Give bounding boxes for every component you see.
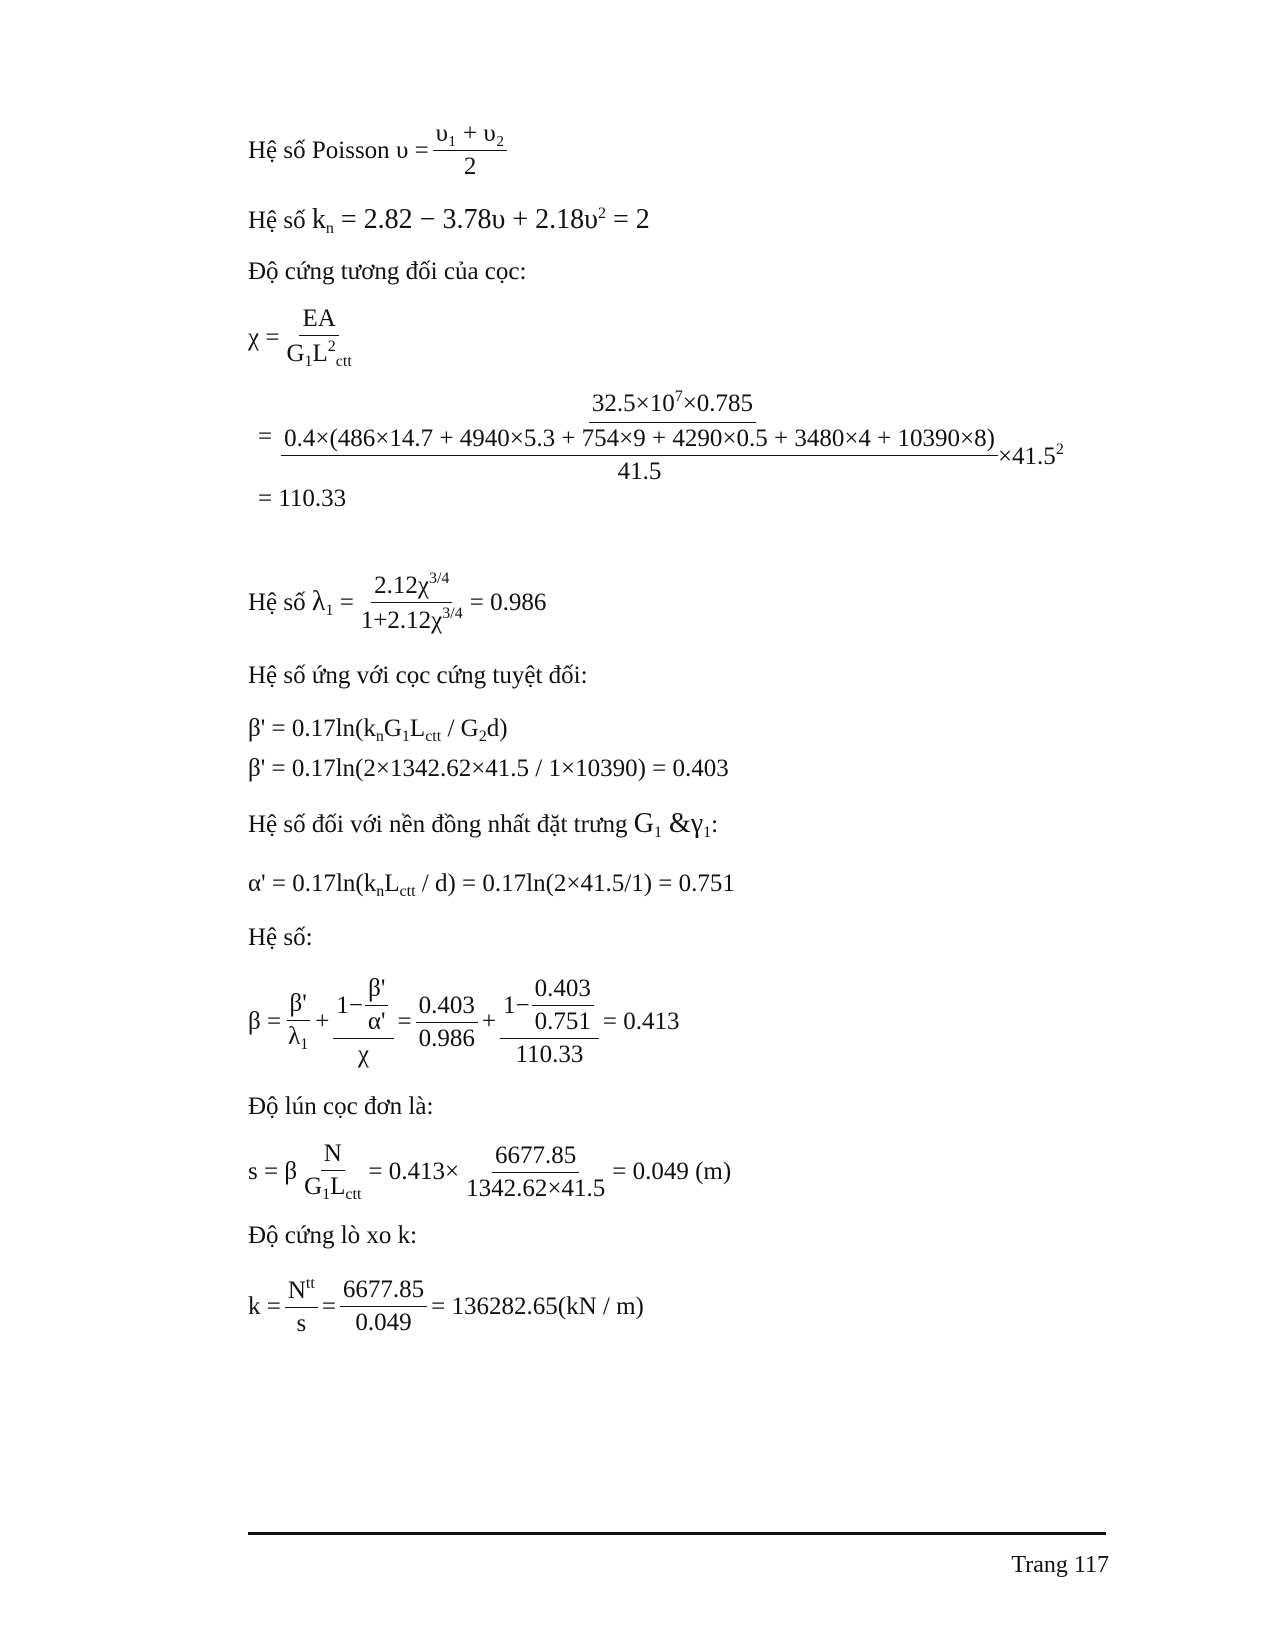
poisson-den: 2 <box>463 153 477 180</box>
alpha-a: α' = 0.17ln(k <box>248 870 377 897</box>
chi-num2-exp: 7 <box>674 388 683 405</box>
chi-substitution <box>258 388 1071 486</box>
settlement-f1: $\frac{N}{G_1L_{ctt}}$ <box>304 1140 362 1203</box>
chi-lhs: χ = <box>248 324 280 351</box>
settlement-mid: = 0.413× <box>368 1158 460 1185</box>
chi-den-sub: ctt <box>335 353 352 370</box>
homog-amp: &γ <box>668 808 704 839</box>
spring-f2 <box>340 1276 427 1337</box>
beta-v2-den: 110.33 <box>515 1041 584 1068</box>
chi-fraction: $\frac{EA}{G_1L^2_{ctt}}$ <box>286 305 352 370</box>
spring-num-sup: tt <box>305 1275 315 1292</box>
beta-one-minus: 1− <box>336 991 363 1019</box>
bp-a: β' = 0.17ln(k <box>248 715 376 742</box>
spring-formula <box>248 1275 644 1338</box>
chi-eq: = <box>258 423 273 450</box>
spring-heading: Độ cứng lò xo k: <box>248 1222 418 1249</box>
homog-text: Hệ số đối với nền đồng nhất đặt trưng <box>248 811 628 838</box>
lambda-exp: 3/4 <box>428 570 450 587</box>
spring-num: N <box>287 1277 306 1304</box>
beta-eq: = <box>397 1008 412 1035</box>
kn-label: Hệ số <box>248 207 306 234</box>
chi-num: EA <box>299 305 338 336</box>
lambda-result: = 0.986 <box>469 588 547 616</box>
kn-formula: Hệ số $k_n = 2.82 - 3.78\upsilon + 2.18\upsilon^2 = 2$ <box>248 204 650 237</box>
lambda-formula: Hệ số $\lambda_1$ = $\frac{2.12\chi^{3/4}}{1+2.12\chi^{3/4}}$ = 0.986 <box>248 570 547 634</box>
beta-v2-num <box>500 975 599 1039</box>
spring-f1 <box>285 1275 318 1338</box>
spring-num2: 6677.85 <box>340 1276 427 1307</box>
spring-result: = 136282.65(kN / m) <box>431 1292 644 1320</box>
beta-f1-den: λ <box>288 1023 301 1050</box>
beta-v2 <box>500 975 599 1069</box>
poisson-num: υ₁ + υ₂ <box>433 120 508 151</box>
chi-big-fraction <box>278 388 1067 486</box>
chi-big-num <box>589 388 756 423</box>
bp-d: / G <box>441 715 479 742</box>
beta-f1: $\frac{\beta'}{\lambda_1}$ <box>288 990 309 1053</box>
beta-plus-1: + <box>315 1008 330 1035</box>
bp-c: L <box>409 715 426 742</box>
settlement-den-b: L <box>330 1173 346 1200</box>
settlement-result: = 0.049 (m) <box>612 1158 732 1185</box>
chi-num2: 32.5×10 <box>591 390 675 417</box>
lambda-num: 2.12χ <box>374 572 429 599</box>
spring-lhs: k = <box>248 1292 281 1320</box>
settlement-den-a: G <box>304 1173 323 1200</box>
spring-den2: 0.049 <box>355 1309 412 1336</box>
chi-den-b: L <box>312 340 328 367</box>
chi-inner-fraction <box>281 425 998 486</box>
kn-sub: n <box>325 220 334 237</box>
settlement-den2: 1342.62×41.5 <box>466 1174 606 1202</box>
alpha-b: L <box>384 870 400 897</box>
alpha-formula: $\alpha' = 0.17\ln(k_nL_{ctt} / d) = 0.17\ln(2\times 41.5/1) = 0.751$ <box>248 870 735 900</box>
homogeneous-heading: Hệ số đối với nền đồng nhất đặt trưng $G_1$ $\&\gamma_1$: <box>248 808 719 841</box>
kn-expr-b: = 2 <box>613 204 650 235</box>
settlement-den-sub: ctt <box>345 1186 362 1203</box>
beta-v2-one-minus: 1− <box>503 991 530 1019</box>
absolute-rigid-heading: Hệ số ứng với cọc cứng tuyệt đối: <box>248 662 588 689</box>
spring-eq: = <box>321 1292 336 1320</box>
lambda-var: λ <box>311 585 326 617</box>
chi-definition <box>248 305 359 371</box>
beta-v1-den: 0.986 <box>418 1024 475 1052</box>
relative-stiffness-heading: Độ cứng tương đối của cọc: <box>248 258 527 285</box>
page-number: Trang 117 <box>1011 1552 1109 1578</box>
poisson-fraction <box>433 120 508 181</box>
chi-inner-num: 0.4×(486×14.7 + 4940×5.3 + 754×9 + 4290×0.5 + 3480×4 + 10390×8) <box>281 425 998 456</box>
chi-den-a: G <box>286 340 305 367</box>
chi-tail: $\times 41.5^2$ <box>997 440 1064 470</box>
coefficient-heading: Hệ số: <box>248 924 313 951</box>
beta-lhs: β = <box>248 1008 282 1035</box>
poisson-formula <box>248 120 511 181</box>
homog-sym: G <box>633 808 654 839</box>
beta-f2-num <box>333 975 393 1039</box>
poisson-label: Hệ số Poisson <box>248 136 390 164</box>
alpha-c: / d) = 0.17ln(2×41.5/1) = 0.751 <box>415 870 735 897</box>
beta-v1-num: 0.403 <box>416 992 478 1023</box>
chi-result: = 110.33 <box>258 485 347 512</box>
beta-f2-inner-num: β' <box>365 975 388 1006</box>
bp-b: G <box>383 715 402 742</box>
beta-formula <box>248 975 679 1069</box>
settlement-heading: Độ lún cọc đơn là: <box>248 1093 434 1120</box>
beta-prime-line1: $\beta' = 0.17\ln(k_nG_1L_{ctt} / G_2d)$ <box>248 715 508 745</box>
homog-colon: : <box>711 811 719 838</box>
beta-f2-den: χ <box>357 1041 369 1068</box>
kn-var: k <box>311 204 326 235</box>
chi-big-den <box>278 423 1067 486</box>
beta-v2-inner-den: 0.751 <box>534 1008 591 1035</box>
settlement-num2: 6677.85 <box>492 1142 579 1173</box>
beta-v2-inner-num: 0.403 <box>532 975 594 1006</box>
chi-inner-den: 41.5 <box>617 458 662 485</box>
bp-e: d) <box>486 715 508 742</box>
beta-prime-line2: β' = 0.17ln(2×1342.62×41.5 / 1×10390) = 0.403 <box>248 755 729 782</box>
settlement-lhs: s = β <box>248 1158 298 1185</box>
beta-v2-inner <box>532 975 594 1036</box>
chi-tail-text: ×41.5 <box>997 442 1056 470</box>
beta-f2-inner-den: α' <box>367 1008 386 1035</box>
lambda-den: 1+2.12χ <box>360 607 443 634</box>
beta-f1-num: β' <box>287 990 310 1021</box>
settlement-num: N <box>321 1140 345 1171</box>
beta-result: = 0.413 <box>602 1008 680 1035</box>
lambda-label: Hệ số <box>248 588 306 616</box>
beta-v1 <box>416 992 478 1053</box>
settlement-f2 <box>463 1142 608 1203</box>
beta-f2-inner <box>365 975 389 1036</box>
kn-expr-a: = 2.82 − 3.78υ + 2.18υ <box>340 204 598 235</box>
settlement-formula <box>248 1140 731 1204</box>
footer-rule <box>248 1532 1106 1535</box>
lambda-fraction: $\frac{2.12\chi^{3/4}}{1+2.12\chi^{3/4}}$ <box>360 570 463 634</box>
beta-f2 <box>333 975 393 1069</box>
chi-num2-tail: ×0.785 <box>682 390 754 417</box>
beta-plus-2: + <box>481 1008 496 1035</box>
spring-den: s <box>296 1310 307 1337</box>
poisson-lhs: υ = <box>395 136 429 164</box>
